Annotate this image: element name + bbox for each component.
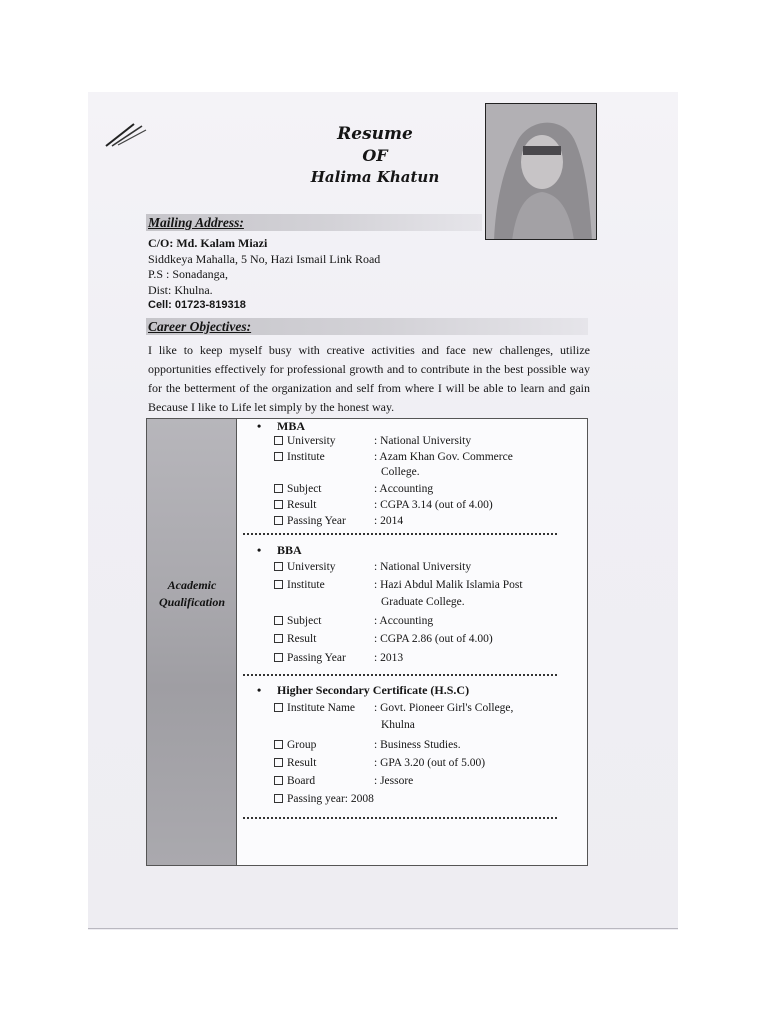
mba-university-value: : National University: [374, 435, 472, 447]
mba-institute-value-cont: College.: [381, 466, 420, 478]
bullet: •: [257, 683, 262, 697]
checkbox-icon: [274, 516, 283, 525]
hsc-heading: [257, 683, 469, 698]
mba-subject-value: : Accounting: [374, 483, 434, 495]
checkbox-icon: [274, 500, 283, 509]
address-ps: P.S : Sonadanga,: [148, 267, 229, 281]
dotted-divider: [243, 674, 557, 676]
checkbox-icon: [274, 580, 283, 589]
bba-subject-value: : Accounting: [374, 615, 434, 627]
title-line-1: Resume: [337, 124, 413, 144]
mba-year-label: [274, 513, 346, 529]
bba-year-value: : 2013: [374, 652, 404, 664]
title-line-2: OF: [362, 146, 388, 165]
label-text: University: [287, 561, 336, 573]
mba-institute-value: : Azam Khan Gov. Commerce: [374, 451, 513, 463]
checkbox-icon: [274, 436, 283, 445]
hsc-result-label: [274, 755, 316, 771]
checkbox-icon: [274, 484, 283, 493]
mba-title: MBA: [277, 419, 305, 433]
hsc-institute-value: : Govt. Pioneer Girl's College,: [374, 702, 514, 714]
checkbox-icon: [274, 653, 283, 662]
label-text: University: [287, 435, 336, 447]
label-text: Institute: [287, 579, 325, 591]
bba-heading: [257, 543, 302, 558]
hsc-year: [274, 791, 374, 807]
mailing-address-label: Mailing Address:: [148, 215, 244, 230]
checkbox-icon: [274, 740, 283, 749]
dotted-divider: [243, 817, 557, 819]
bullet: •: [257, 419, 262, 433]
academic-side-column: [147, 419, 237, 865]
checkbox-icon: [274, 794, 283, 803]
career-objectives-label: Career Objectives:: [148, 319, 252, 334]
label-text: Board: [287, 775, 316, 787]
mailing-address-header: [146, 214, 482, 231]
hsc-result-value: : GPA 3.20 (out of 5.00): [374, 757, 486, 769]
bba-year-label: [274, 650, 346, 666]
mba-result-value: : CGPA 3.14 (out of 4.00): [374, 499, 493, 511]
side-label-line-2: Qualification: [158, 595, 225, 609]
checkbox-icon: [274, 634, 283, 643]
bba-university-value: : National University: [374, 561, 472, 573]
label-text: Institute Name: [287, 702, 356, 714]
mba-result-label: [274, 497, 316, 513]
checkbox-icon: [274, 452, 283, 461]
page-edge-line: [88, 928, 678, 929]
title-name: Halima Khatun: [310, 168, 440, 186]
label-text: Subject: [287, 483, 322, 495]
pen-marks: [104, 118, 148, 150]
career-objectives-header: [146, 318, 588, 335]
label-text: Passing Year: [287, 652, 346, 664]
bba-subject-label: [274, 613, 322, 629]
address-district: Dist: Khulna.: [148, 282, 213, 297]
label-text: Passing year: 2008: [287, 793, 374, 805]
academic-qualification-table: [146, 418, 588, 866]
bba-title: BBA: [277, 543, 302, 557]
academic-side-label: [147, 577, 237, 611]
label-text: Result: [287, 633, 317, 645]
resume-title: [290, 124, 460, 188]
bba-institute-value-cont: Graduate College.: [381, 596, 465, 608]
hsc-institute-label: [274, 700, 355, 716]
address-cell: Cell: 01723-819318: [148, 299, 246, 311]
address-street: Siddkeya Mahalla, 5 No, Hazi Ismail Link Road: [148, 251, 381, 266]
checkbox-icon: [274, 758, 283, 767]
hsc-group-value: : Business Studies.: [374, 739, 461, 751]
hsc-title: Higher Secondary Certificate (H.S.C): [277, 683, 470, 697]
checkbox-icon: [274, 616, 283, 625]
checkbox-icon: [274, 562, 283, 571]
label-text: Group: [287, 739, 317, 751]
profile-photo: [485, 103, 597, 240]
mba-university-label: [274, 433, 336, 449]
bba-institute-value: : Hazi Abdul Malik Islamia Post: [374, 579, 523, 591]
bba-result-label: [274, 631, 316, 647]
label-text: Result: [287, 499, 317, 511]
mba-subject-label: [274, 481, 322, 497]
bullet: •: [257, 543, 262, 557]
label-text: Institute: [287, 451, 325, 463]
dotted-divider: [243, 533, 557, 535]
profile-photo-graphic: [486, 104, 597, 240]
hsc-board-value: : Jessore: [374, 775, 414, 787]
checkbox-icon: [274, 776, 283, 785]
bba-institute-label: [274, 577, 325, 593]
address-care-of: C/O: Md. Kalam Miazi: [148, 236, 268, 250]
mba-institute-label: [274, 449, 325, 465]
side-label-line-1: Academic: [167, 578, 217, 592]
mba-heading: [257, 419, 305, 434]
label-text: Subject: [287, 615, 322, 627]
checkbox-icon: [274, 703, 283, 712]
mailing-address: [148, 236, 380, 314]
mba-year-value: : 2014: [374, 515, 404, 527]
hsc-board-label: [274, 773, 315, 789]
bba-university-label: [274, 559, 336, 575]
label-text: Result: [287, 757, 317, 769]
hsc-institute-value-cont: Khulna: [381, 719, 415, 731]
career-objective-text: I like to keep myself busy with creative activities and face new challenges, utilize opportunities effectively for professional growth and to contribute in the best possible way for the betterment of the organization and self from where I will be able to learn and gain Because I like to Life let simply by the honest way.: [148, 343, 590, 414]
bba-result-value: : CGPA 2.86 (out of 4.00): [374, 633, 493, 645]
hsc-group-label: [274, 737, 316, 753]
label-text: Passing Year: [287, 515, 346, 527]
